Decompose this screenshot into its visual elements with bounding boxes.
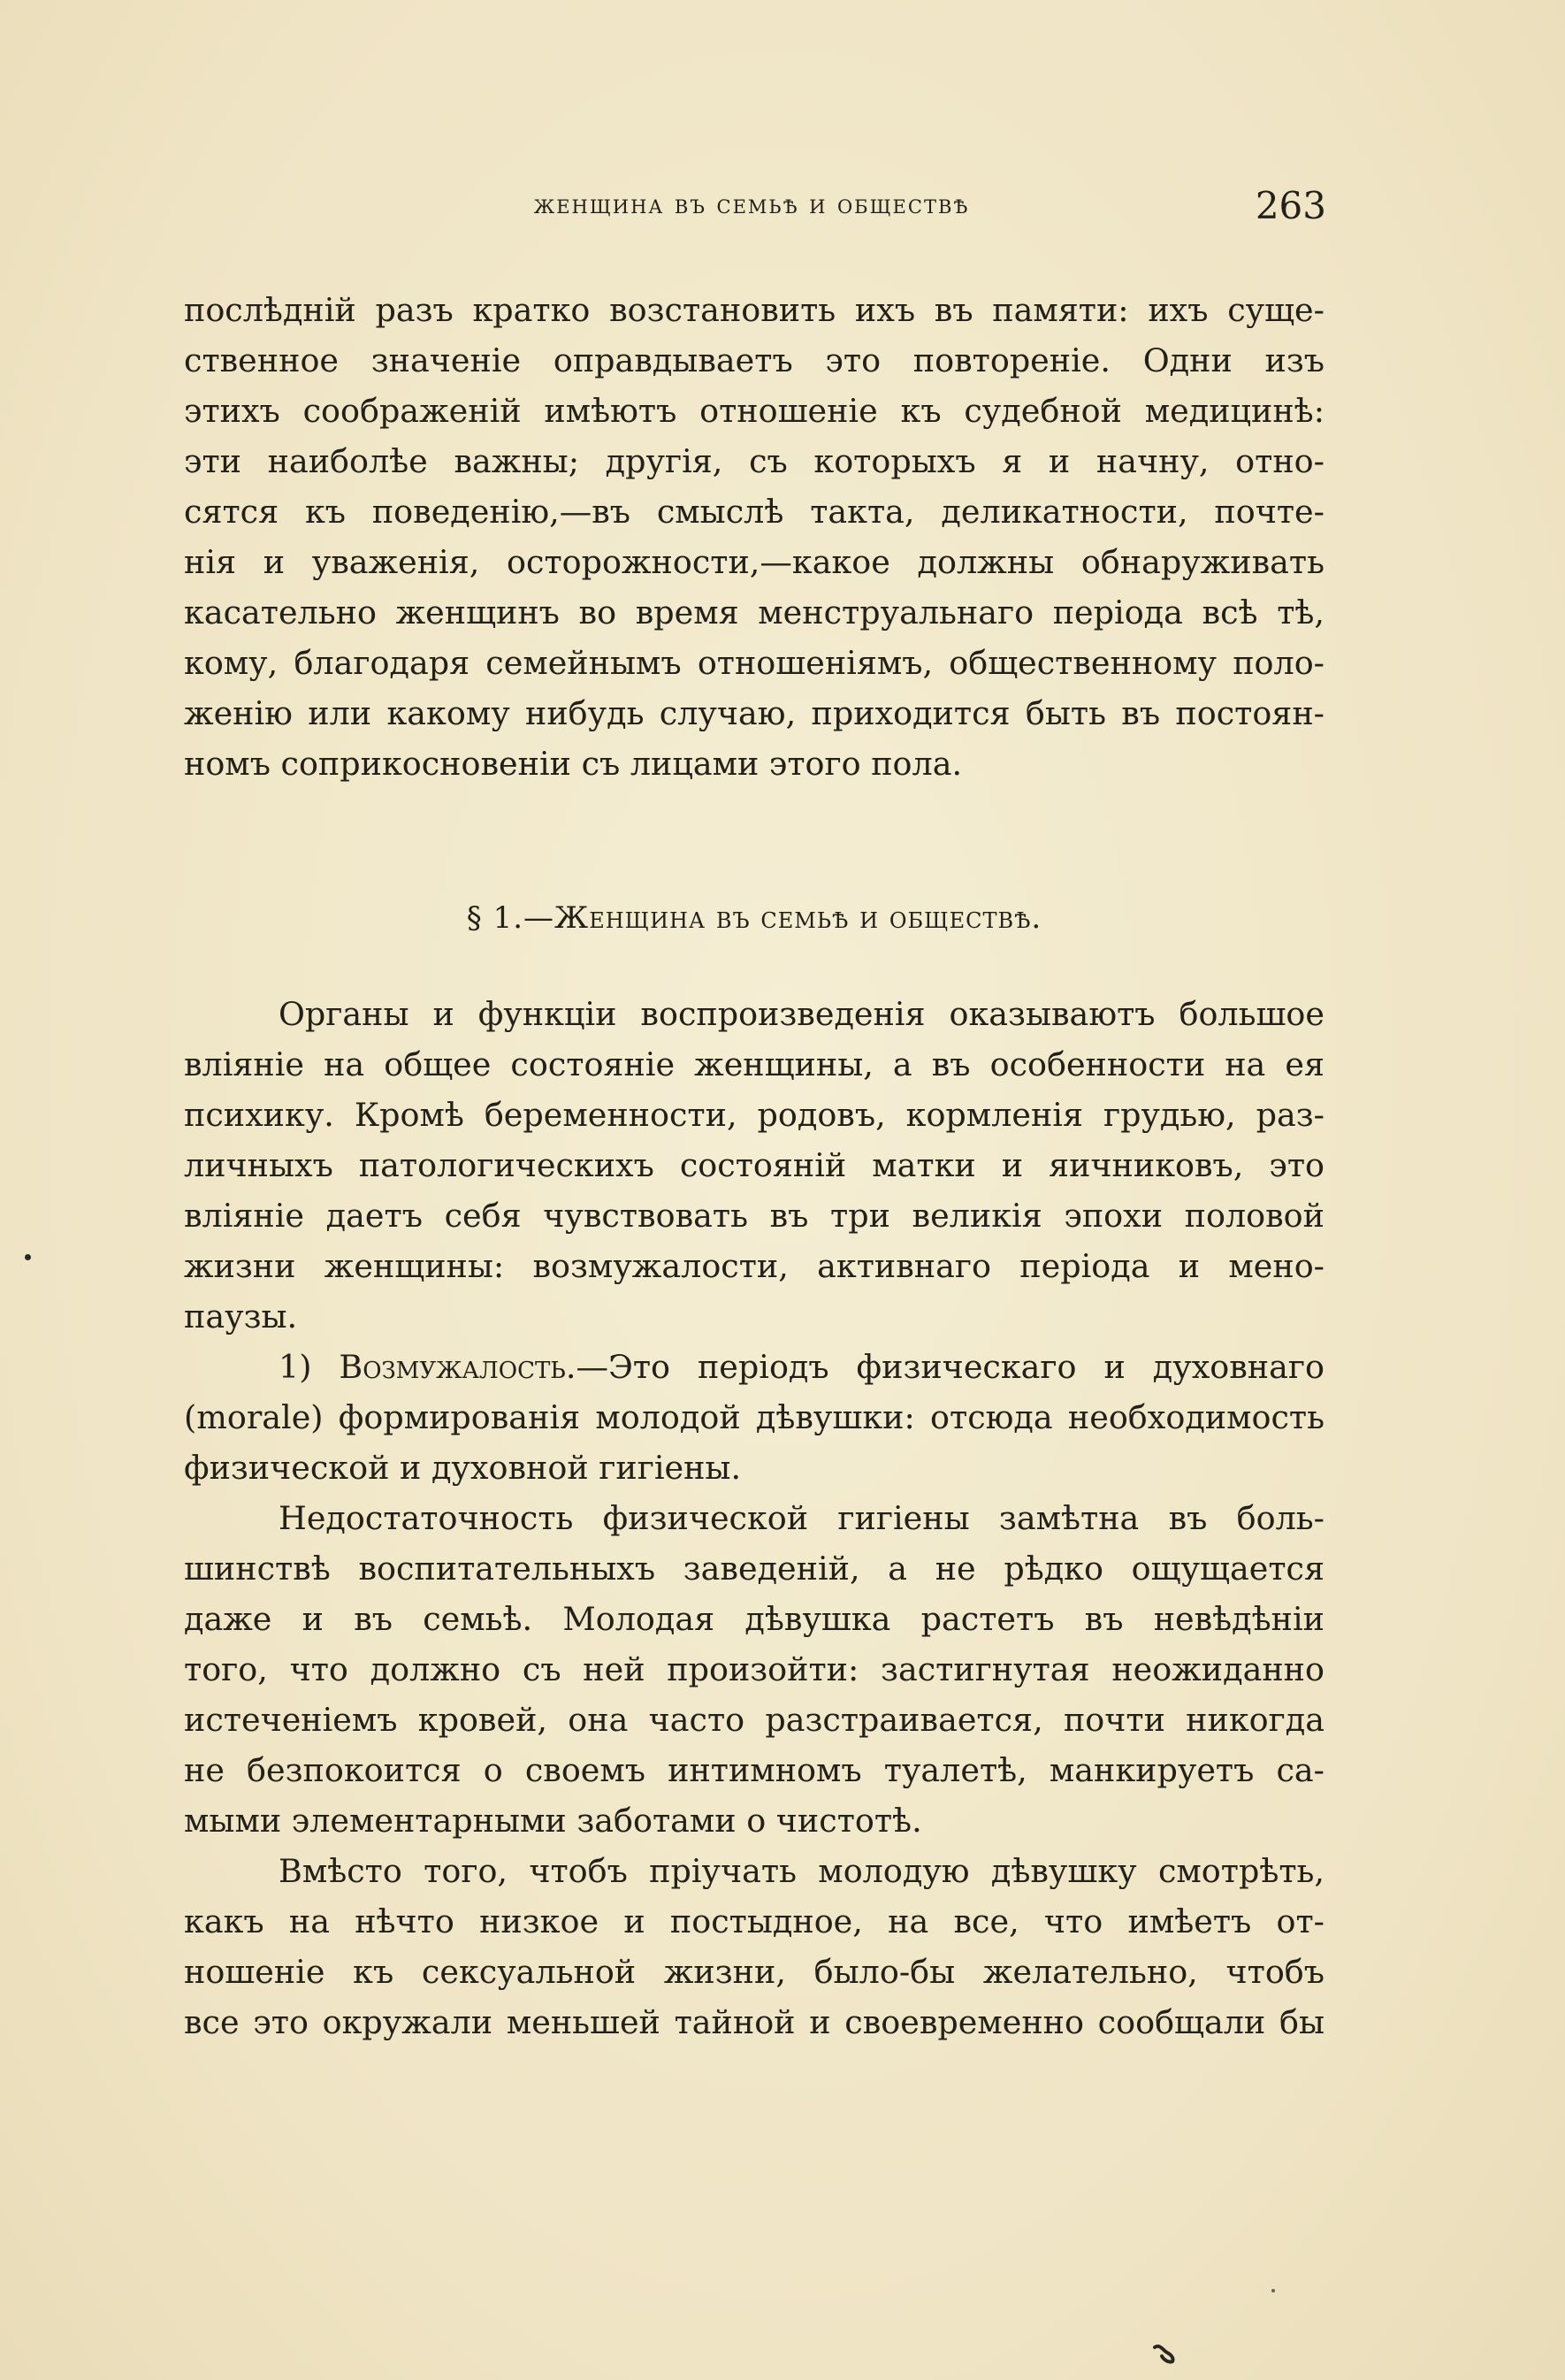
text-line: послѣдній разъ кратко возстановить ихъ въ памяти: ихъ суще-	[184, 291, 1325, 329]
text-line	[184, 1342, 1325, 1392]
text-line: даже и въ семьѣ. Молодая дѣвушка растетъ въ невѣдѣніи	[184, 1600, 1325, 1638]
text-fragment: —Это періодъ физическаго и духовнаго	[576, 1348, 1325, 1386]
text-line: этихъ соображеній имѣютъ отношеніе къ судебной медицинѣ:	[184, 392, 1325, 430]
ink-spot	[1271, 2289, 1275, 2292]
section-body	[184, 989, 1325, 2047]
section-heading: § 1.—Женщина въ семьѣ и обществѣ.	[466, 900, 1042, 936]
intro-paragraph	[184, 285, 1325, 789]
running-head	[177, 184, 1326, 228]
text-line: психику. Кромѣ беременности, родовъ, кормленія грудью, раз-	[184, 1096, 1325, 1134]
text-line: физической и духовной гигіены.	[184, 1449, 742, 1487]
ink-spot	[25, 1254, 31, 1260]
text-line: (morale) формированія молодой дѣвушки: отсюда необходимость	[184, 1398, 1325, 1436]
text-line: номъ соприкосновеніи съ лицами этого пола.	[184, 745, 963, 783]
text-line: все это окружали меньшей тайной и своевременно сообщали бы	[184, 2003, 1325, 2041]
text-line: Недостаточность физической гигіены замѣтна въ боль-	[279, 1499, 1325, 1537]
text-line: того, что должно съ ней произойти: застигнутая неожиданно	[184, 1650, 1325, 1688]
text-line: паузы.	[184, 1297, 298, 1335]
text-line: женію или какому нибудь случаю, приходится быть въ постоян-	[184, 694, 1325, 732]
text-line: ственное значеніе оправдываетъ это повтореніе. Одни изъ	[184, 341, 1325, 379]
text-line: эти наиболѣе важны; другія, съ которыхъ я и начну, отно-	[184, 442, 1325, 480]
text-line: мыми элементарными заботами о чистотѣ.	[184, 1802, 922, 1840]
text-line: сятся къ поведенію,—въ смыслѣ такта, деликатности, почте-	[184, 493, 1325, 531]
ink-mark-icon	[1151, 2342, 1178, 2365]
text-line: Органы и функціи воспроизведенія оказываютъ большое	[279, 995, 1325, 1033]
text-line: нія и уваженія, осторожности,—какое должны обнаруживать	[184, 543, 1325, 581]
text-line: Вмѣсто того, чтобъ пріучать молодую дѣвушку смотрѣть,	[279, 1852, 1325, 1890]
text-line: кому, благодаря семейнымъ отношеніямъ, общественному поло-	[184, 644, 1325, 682]
text-line: вліяніе на общее состояніе женщины, а въ особенности на ея	[184, 1045, 1325, 1083]
text-line: личныхъ патологическихъ состояній матки и яичниковъ, это	[184, 1146, 1325, 1184]
subsection-lead: 1) Возмужалость.	[279, 1348, 576, 1386]
text-line: касательно женщинъ во время менструальнаго періода всѣ тѣ,	[184, 593, 1325, 631]
page-number: 263	[1255, 184, 1326, 227]
text-line: истеченіемъ кровей, она часто разстраивается, почти никогда	[184, 1701, 1325, 1739]
running-title: женщина въ семьѣ и обществѣ	[533, 189, 970, 220]
text-line: шинствѣ воспитательныхъ заведеній, а не рѣдко ощущается	[184, 1550, 1325, 1588]
text-line: жизни женщины: возмужалости, активнаго періода и мено-	[184, 1247, 1325, 1285]
text-line: ношеніе къ сексуальной жизни, было-бы желательно, чтобъ	[184, 1953, 1325, 1991]
text-line: какъ на нѣчто низкое и постыдное, на все, что имѣетъ от-	[184, 1902, 1325, 1940]
text-line: не безпокоится о своемъ интимномъ туалетѣ, манкируетъ са-	[184, 1751, 1325, 1789]
text-line: вліяніе даетъ себя чувствовать въ три великія эпохи половой	[184, 1197, 1325, 1235]
